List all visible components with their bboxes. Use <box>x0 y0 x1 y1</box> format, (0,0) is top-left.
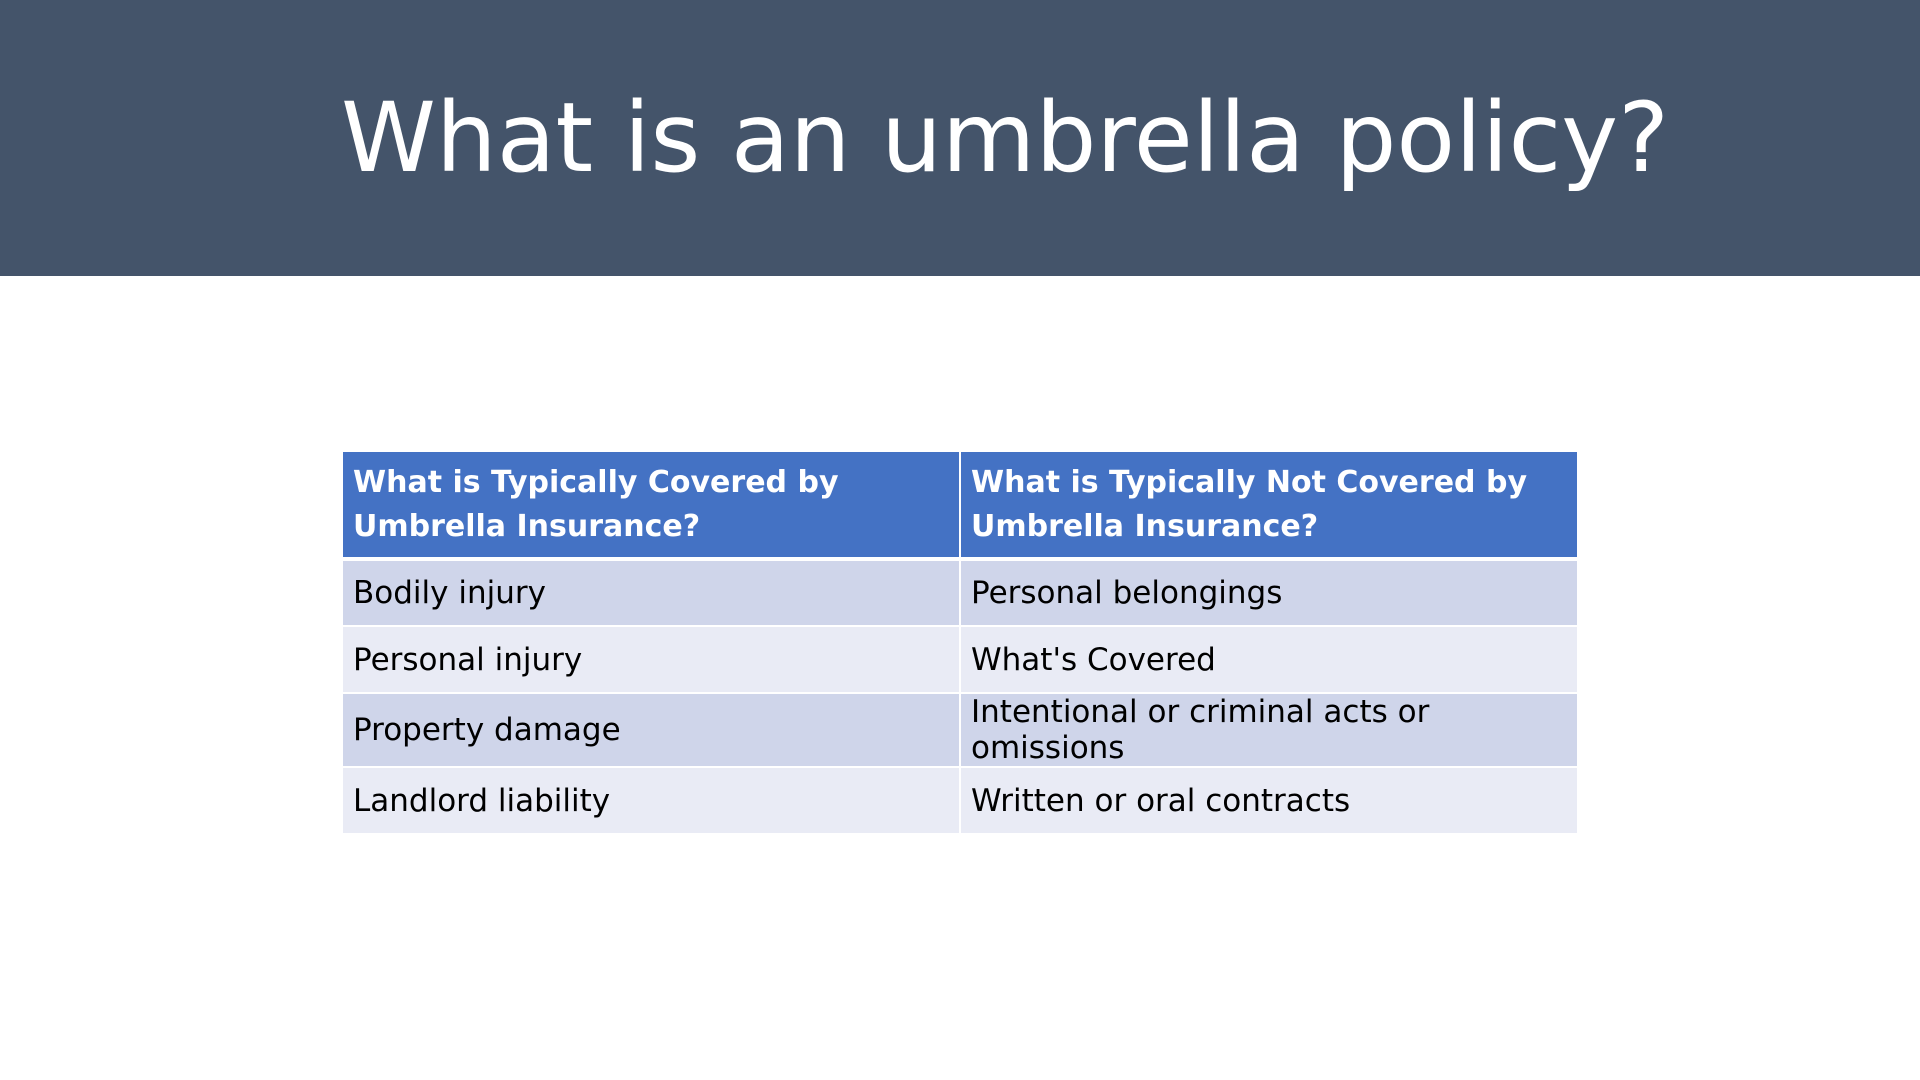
slide-title: What is an umbrella policy? <box>340 82 1670 194</box>
table-header-row <box>342 451 1578 559</box>
not-covered-cell: Written or oral contracts <box>960 767 1578 834</box>
coverage-table <box>341 450 1579 835</box>
covered-cell: Bodily injury <box>342 559 960 626</box>
header-covered: What is Typically Covered by Umbrella Insurance? <box>342 451 960 559</box>
table-row <box>342 693 1578 767</box>
covered-cell: Property damage <box>342 693 960 767</box>
table-row <box>342 626 1578 693</box>
table-row <box>342 767 1578 834</box>
covered-cell: Personal injury <box>342 626 960 693</box>
not-covered-cell: Intentional or criminal acts or omissions <box>960 693 1578 767</box>
covered-cell: Landlord liability <box>342 767 960 834</box>
not-covered-cell: Personal belongings <box>960 559 1578 626</box>
not-covered-cell: What's Covered <box>960 626 1578 693</box>
table-row <box>342 559 1578 626</box>
header-not-covered: What is Typically Not Covered by Umbrella Insurance? <box>960 451 1578 559</box>
